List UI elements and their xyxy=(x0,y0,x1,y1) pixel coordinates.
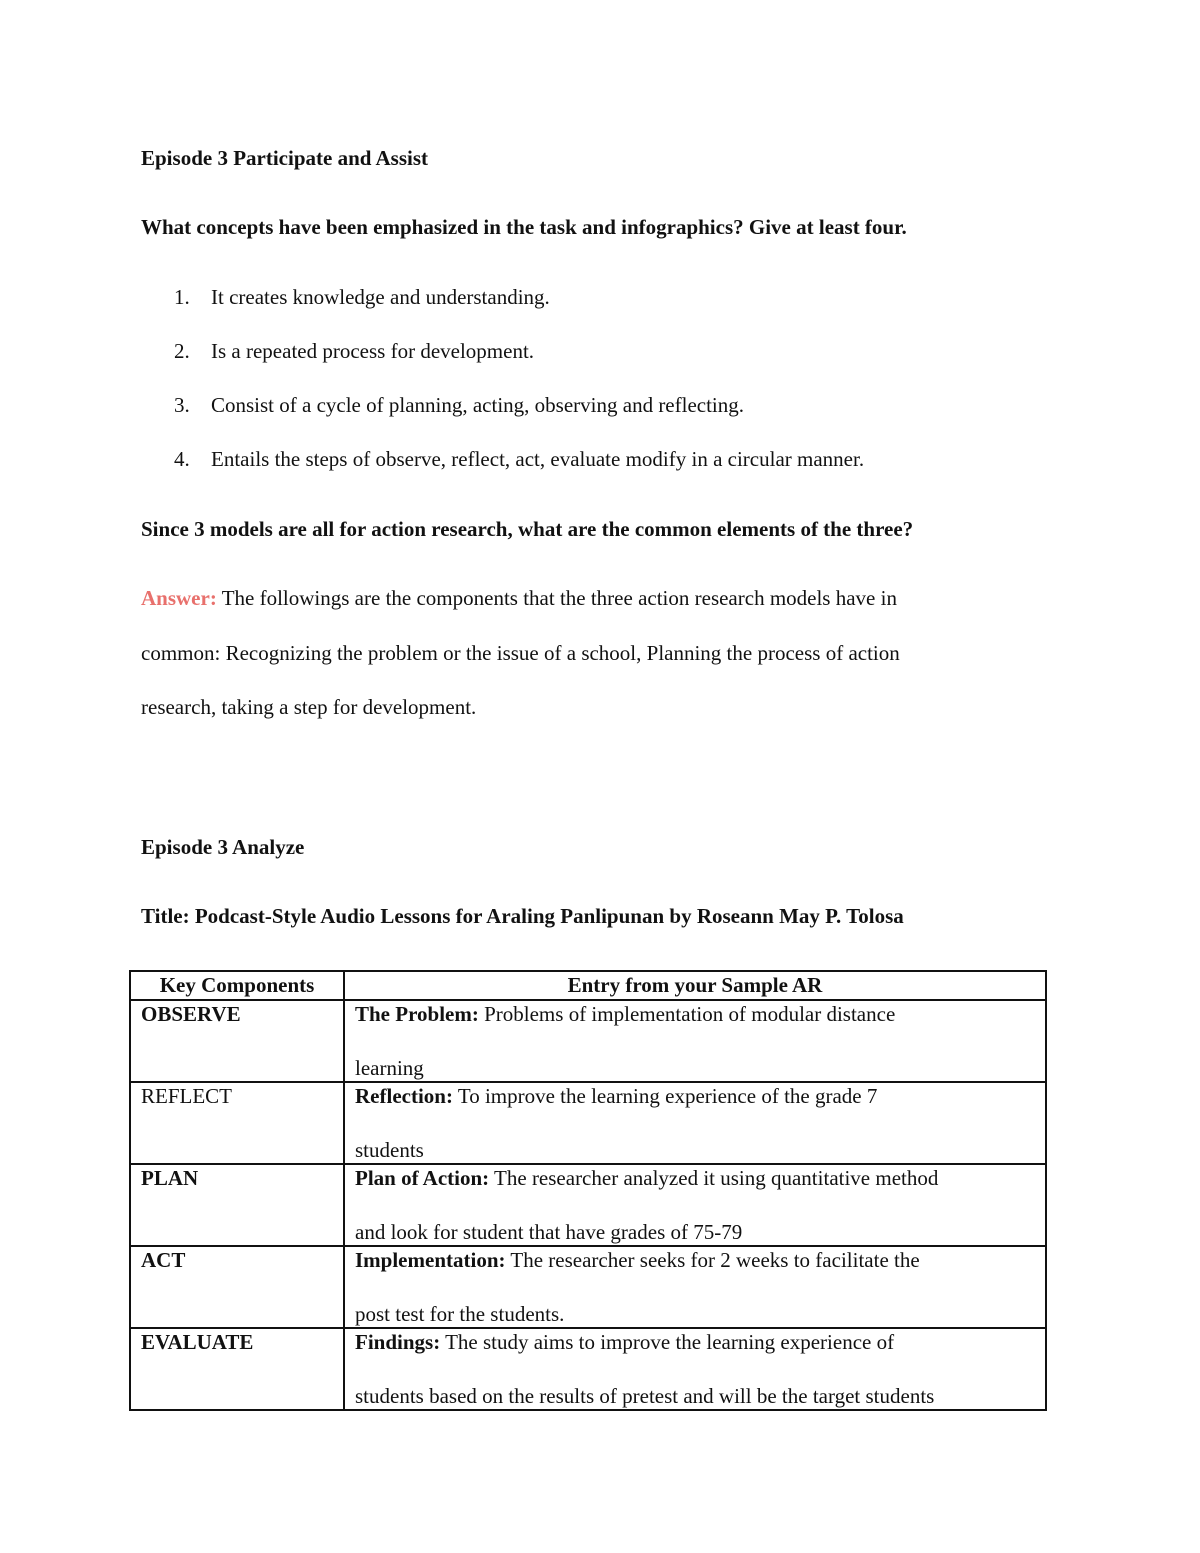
list-item-text: Is a repeated process for development. xyxy=(211,339,535,363)
table-cell-key: OBSERVE xyxy=(130,1000,344,1082)
table-cell-key: REFLECT xyxy=(130,1082,344,1164)
answer-label: Answer: xyxy=(141,586,217,610)
table-row xyxy=(130,1246,1046,1328)
answer-line-1 xyxy=(141,585,897,611)
table-cell-key: PLAN xyxy=(130,1164,344,1246)
list-item-number: 2. xyxy=(174,339,190,363)
table-header-row xyxy=(130,971,1046,1000)
list-item-number: 1. xyxy=(174,285,190,309)
entry-text: The researcher seeks for 2 weeks to facilitate the xyxy=(505,1248,920,1272)
entry-label: Plan of Action: xyxy=(355,1166,490,1190)
list-item-text: Consist of a cycle of planning, acting, observing and reflecting. xyxy=(211,393,745,417)
entry-text-continued: learning xyxy=(355,1056,424,1080)
table-header-key-components: Key Components xyxy=(130,971,344,1000)
entry-text-continued: students xyxy=(355,1138,424,1162)
table-cell-entry xyxy=(344,1000,1046,1082)
answer-text-1: The followings are the components that the three action research models have in xyxy=(216,586,897,610)
entry-label: Implementation: xyxy=(355,1248,506,1272)
entry-text: The researcher analyzed it using quantitative method xyxy=(489,1166,939,1190)
entry-text-continued: and look for student that have grades of 75-79 xyxy=(355,1220,743,1244)
episode-participate-heading: Episode 3 Participate and Assist xyxy=(141,146,429,170)
table-row xyxy=(130,1082,1046,1164)
answer-line-2: common: Recognizing the problem or the issue of a school, Planning the process of action xyxy=(141,641,900,665)
list-item-text: Entails the steps of observe, reflect, act, evaluate modify in a circular manner. xyxy=(211,447,865,471)
entry-text: Problems of implementation of modular distance xyxy=(478,1002,896,1026)
entry-label: Reflection: xyxy=(355,1084,453,1108)
table-row xyxy=(130,1000,1046,1082)
entry-text: To improve the learning experience of the grade 7 xyxy=(452,1084,878,1108)
table-cell-entry xyxy=(344,1328,1046,1410)
list-item-number: 3. xyxy=(174,393,190,417)
entry-label: Findings: xyxy=(355,1330,441,1354)
common-elements-question: Since 3 models are all for action research, what are the common elements of the three? xyxy=(141,517,914,541)
entry-text-continued: post test for the students. xyxy=(355,1302,565,1326)
entry-label: The Problem: xyxy=(355,1002,479,1026)
table-cell-entry xyxy=(344,1246,1046,1328)
concepts-question: What concepts have been emphasized in the task and infographics? Give at least four. xyxy=(141,215,907,239)
episode-analyze-heading: Episode 3 Analyze xyxy=(141,835,305,859)
table-row xyxy=(130,1164,1046,1246)
sample-ar-title: Title: Podcast-Style Audio Lessons for Araling Panlipunan by Roseann May P. Tolosa xyxy=(141,904,904,928)
table-cell-entry xyxy=(344,1164,1046,1246)
entry-text: The study aims to improve the learning experience of xyxy=(440,1330,895,1354)
table-row xyxy=(130,1328,1046,1410)
table-cell-key: ACT xyxy=(130,1246,344,1328)
list-item-number: 4. xyxy=(174,447,190,471)
table-cell-entry xyxy=(344,1082,1046,1164)
table-cell-key: EVALUATE xyxy=(130,1328,344,1410)
entry-text-continued: students based on the results of pretest and will be the target students xyxy=(355,1384,935,1408)
answer-line-3: research, taking a step for development. xyxy=(141,695,477,719)
list-item-text: It creates knowledge and understanding. xyxy=(211,285,550,309)
ar-components-table xyxy=(129,970,1047,1411)
table-header-entry: Entry from your Sample AR xyxy=(344,971,1046,1000)
